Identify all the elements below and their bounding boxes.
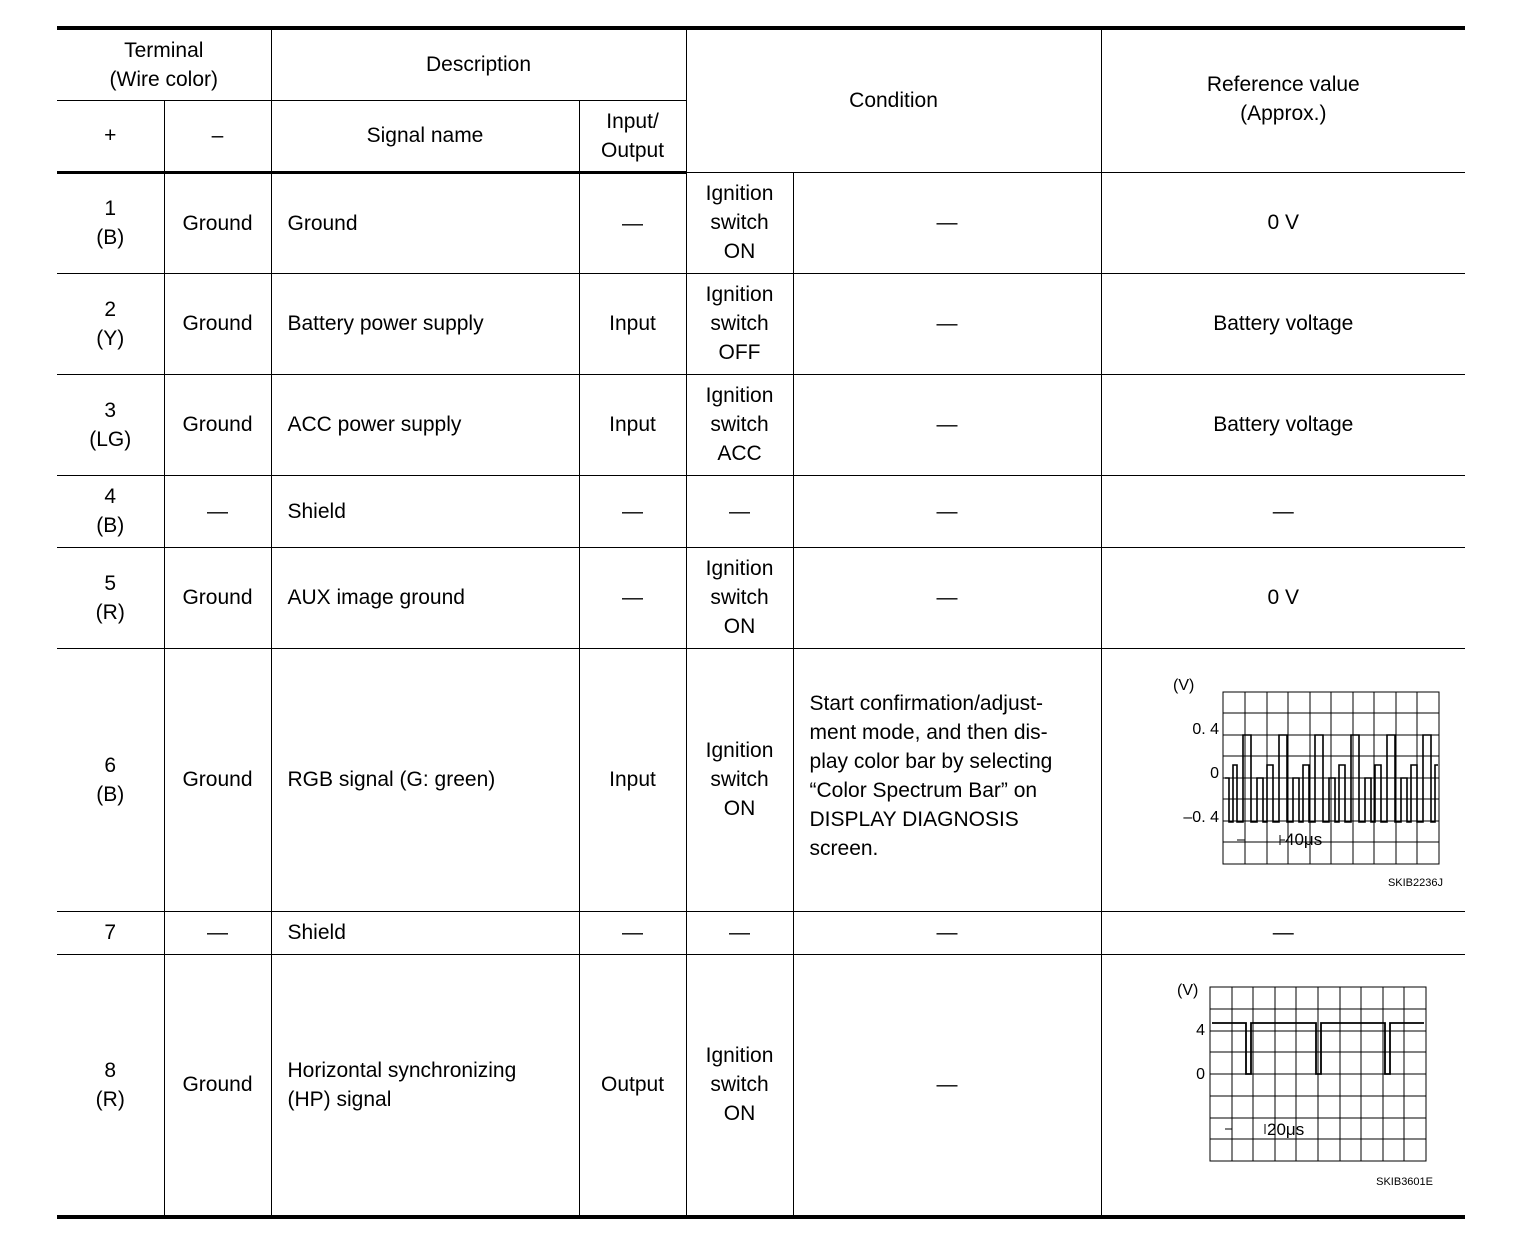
condition-switch: Ignition switch ON <box>686 172 793 273</box>
terminal-minus: Ground <box>164 648 271 911</box>
time-marker <box>1237 835 1285 845</box>
input-output: Output <box>579 954 686 1217</box>
condition-detail: — <box>793 475 1101 547</box>
signal-name: RGB signal (G: green) <box>271 648 579 911</box>
table-row <box>57 374 1465 475</box>
time-label: 20μs <box>1267 1119 1305 1139</box>
reference-value: 0 V <box>1101 547 1465 648</box>
input-output: — <box>579 911 686 954</box>
terminal-minus: Ground <box>164 374 271 475</box>
table-row <box>57 954 1465 1217</box>
terminal-minus: Ground <box>164 172 271 273</box>
reference-value: — <box>1101 911 1465 954</box>
y-label: 0. 4 <box>1192 720 1220 738</box>
terminal-table <box>57 26 1465 1219</box>
table-row <box>57 172 1465 273</box>
unit-label: (V) <box>1173 676 1195 694</box>
terminal-minus: — <box>164 475 271 547</box>
condition-detail: — <box>793 954 1101 1217</box>
input-output: — <box>579 172 686 273</box>
time-label: 40μs <box>1285 829 1323 849</box>
condition-switch: Ignition switch ACC <box>686 374 793 475</box>
condition-switch: Ignition switch ON <box>686 547 793 648</box>
time-marker <box>1225 1124 1265 1134</box>
signal-name-header: Signal name <box>271 100 579 172</box>
input-output: Input <box>579 273 686 374</box>
condition-detail: — <box>793 172 1101 273</box>
terminal-minus: Ground <box>164 954 271 1217</box>
y-label: 4 <box>1196 1021 1206 1039</box>
table-row <box>57 547 1465 648</box>
terminal-plus: 8 (R) <box>57 954 164 1217</box>
condition-switch: — <box>686 475 793 547</box>
reference-value: Battery voltage <box>1101 374 1465 475</box>
signal-name: AUX image ground <box>271 547 579 648</box>
minus-header: – <box>164 100 271 172</box>
table-row <box>57 475 1465 547</box>
terminal-header: Terminal (Wire color) <box>57 28 271 100</box>
terminal-minus: Ground <box>164 547 271 648</box>
description-header: Description <box>271 28 686 100</box>
input-output: Input <box>579 374 686 475</box>
condition-detail: — <box>793 273 1101 374</box>
signal-name: ACC power supply <box>271 374 579 475</box>
terminal-plus: 2 (Y) <box>57 273 164 374</box>
input-output: — <box>579 547 686 648</box>
figure-code: SKIB3601E <box>1376 1175 1434 1188</box>
terminal-plus: 1 (B) <box>57 172 164 273</box>
io-header: Input/ Output <box>579 100 686 172</box>
condition-detail: — <box>793 547 1101 648</box>
terminal-plus: 3 (LG) <box>57 374 164 475</box>
y-label: –0. 4 <box>1183 808 1220 826</box>
terminal-minus: Ground <box>164 273 271 374</box>
condition-switch: — <box>686 911 793 954</box>
unit-label: (V) <box>1177 981 1199 999</box>
plus-header: + <box>57 100 164 172</box>
condition-detail: — <box>793 911 1101 954</box>
reference-header: Reference value (Approx.) <box>1101 28 1465 172</box>
figure-code: SKIB2236J <box>1388 876 1444 889</box>
reference-value: Battery voltage <box>1101 273 1465 374</box>
condition-switch: Ignition switch ON <box>686 648 793 911</box>
terminal-plus: 7 <box>57 911 164 954</box>
y-label: 0 <box>1210 764 1220 782</box>
input-output: — <box>579 475 686 547</box>
condition-header: Condition <box>686 28 1101 172</box>
table-row <box>57 648 1465 911</box>
reference-value: 0 V <box>1101 172 1465 273</box>
y-label: 0 <box>1196 1065 1206 1083</box>
condition-detail: — <box>793 374 1101 475</box>
signal-name: Ground <box>271 172 579 273</box>
terminal-plus: 5 (R) <box>57 547 164 648</box>
waveform-hp <box>1133 975 1433 1195</box>
condition-detail: Start confirmation/adjust- ment mode, and then dis- play color bar by selecting “Color Spectrum Bar” on DISPLAY DIAGNOSIS screen. <box>793 648 1101 911</box>
waveform-rgb <box>1133 670 1444 890</box>
condition-switch: Ignition switch ON <box>686 954 793 1217</box>
signal-name: Horizontal synchronizing (HP) signal <box>271 954 579 1217</box>
input-output: Input <box>579 648 686 911</box>
signal-name: Shield <box>271 911 579 954</box>
signal-name: Shield <box>271 475 579 547</box>
terminal-plus: 6 (B) <box>57 648 164 911</box>
table-row <box>57 273 1465 374</box>
reference-value: — <box>1101 475 1465 547</box>
terminal-plus: 4 (B) <box>57 475 164 547</box>
signal-name: Battery power supply <box>271 273 579 374</box>
condition-switch: Ignition switch OFF <box>686 273 793 374</box>
reference-value <box>1101 648 1465 911</box>
reference-value <box>1101 954 1465 1217</box>
terminal-minus: — <box>164 911 271 954</box>
table-row <box>57 911 1465 954</box>
